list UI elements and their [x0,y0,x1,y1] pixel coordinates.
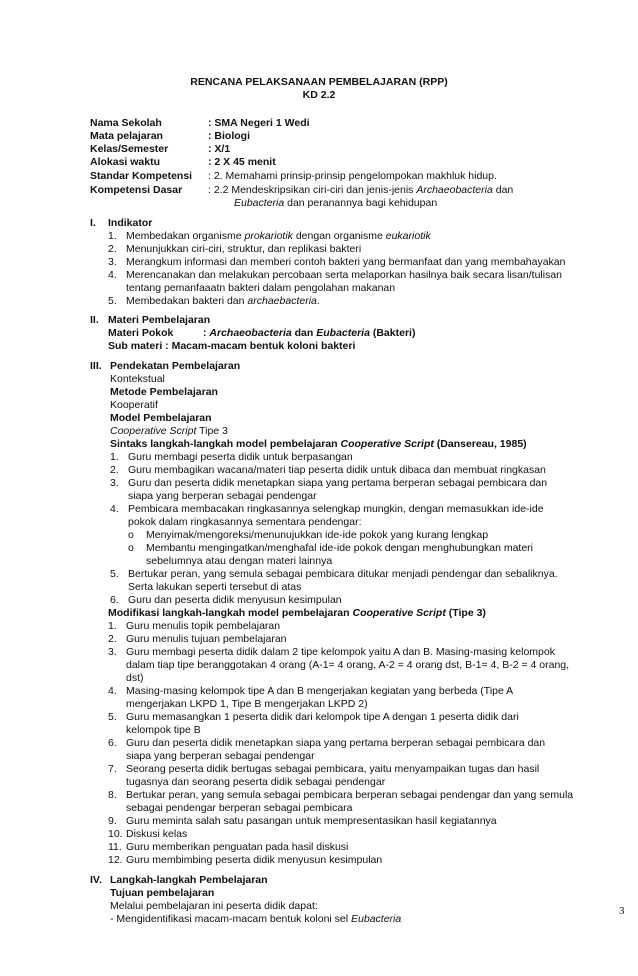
list-item: 1. Guru membagi peserta didik untuk berpasangan [110,451,353,463]
list-item-cont: tentang pemanfaaatn bakteri dalam pengolahan makanan [126,282,396,294]
list-item: 12. Guru membimbing peserta didik menyusun kesimpulan [108,854,383,866]
list-item: 4. Pembicara membacakan ringkasannya selengkap mungkin, dengan memasukkan ide-ide [110,503,544,515]
sintaks-heading: Sintaks langkah-langkah model pembelajaran Cooperative Script (Dansereau, 1985) [110,438,527,450]
list-item: 4. Masing-masing kelompok tipe A dan B mengerjakan kegiatan yang berbeda (Tipe A [108,685,514,697]
identity-label: Kompetensi Dasar [90,184,183,196]
list-item-cont: tugasnya dan seorang peserta didik sebagai pendengar [126,776,386,788]
identity-value: : SMA Negeri 1 Wedi [208,117,310,129]
list-item: 6. Guru dan peserta didik menetapkan siapa yang pertama berperan sebagai pembicara dan [108,737,546,749]
section-number: I. [90,217,96,229]
list-item-cont: dalam tiap tipe beranggotakan 4 orang (A-1= 4 orang, A-2 = 4 orang dst, B-1= 4, B-2 = 4 orang, [126,659,570,671]
list-item: 3. Guru membagi peserta didik dalam 2 tipe kelompok yaitu A dan B. Masing-masing kelompok [108,646,555,658]
identity-value-cont [234,197,437,209]
model-heading: Model Pembelajaran [110,412,212,424]
list-item: 10. Diskusi kelas [108,828,188,840]
identity-label: Kelas/Semester [90,143,169,155]
kd-tail: dan [492,184,514,196]
list-item-cont: mengerjakan LKPD 1, Tipe B mengerjakan LKPD 2) [126,698,368,710]
metode-value: Kooperatif [110,399,158,411]
list-item: 8. Bertukar peran, yang semula sebagai pembicara berperan sebagai pendengar dan yang semula [108,789,574,801]
list-item: 7. Seorang peserta didik bertugas sebagai pembicara, yaitu menyampaikan tugas dan hasil [108,763,540,775]
list-item-cont: Serta lakukan seperti tersebut di atas [128,581,302,593]
list-item: 9. Guru meminta salah satu pasangan untuk mempresentasikan hasil kegiatannya [108,815,497,827]
materi-value: : Archaeobacteria dan Eubacteria (Bakteri) [203,327,416,339]
bullet-item-cont: sebelumnya atau dengan materi lainnya [146,555,333,567]
identity-label: Nama Sekolah [90,117,162,129]
section-heading: Materi Pembelajaran [108,314,211,326]
identity-label: Mata pelajaran [90,130,163,142]
list-item: 3. Merangkum informasi dan memberi contoh bakteri yang bermanfaat dan yang membahayakan [108,256,566,268]
list-item: 3. Guru dan peserta didik menetapkan siapa yang pertama berperan sebagai pembicara dan [110,477,548,489]
bullet-item: o Menyimak/mengoreksi/menunujukkan ide-ide pokok yang kurang lengkap [128,529,489,541]
sub-materi: Sub materi : Macam-macam bentuk koloni bakteri [108,340,356,352]
identity-value [208,184,513,196]
list-item: 1. Membedakan organisme prokariotik dengan organisme eukariotik [108,230,431,242]
list-item: 6. Guru dan peserta didik menyusun kesimpulan [110,594,342,606]
list-item: 2. Guru membagikan wacana/materi tiap peserta didik untuk dibaca dan membuat ringkasan [110,464,546,476]
kd-italic-2: Eubacteria [234,197,285,209]
list-item: 2. Guru menulis tujuan pembelajaran [108,633,287,645]
section-heading: Pendekatan Pembelajaran [110,360,241,372]
list-item: 1. Guru menulis topik pembelajaran [108,620,281,632]
list-item-cont: siapa yang berperan sebagai pendengar [126,750,315,762]
list-item-cont: sebagai pendengar berperan sebagai pembicara [126,802,353,814]
document-title: RENCANA PELAKSANAAN PEMBELAJARAN (RPP) [190,76,448,88]
kd-rest-2: dan peranannya bagi kehidupan [284,197,438,209]
section-heading: Langkah-langkah Pembelajaran [110,874,268,886]
identity-label: Standar Kompetensi [90,170,193,182]
tujuan-intro: Melalui pembelajaran ini peserta didik dapat: [110,900,318,912]
list-item: 2. Menunjukkan ciri-ciri, struktur, dan replikasi bakteri [108,243,362,255]
modifikasi-heading: Modifikasi langkah-langkah model pembelajaran Cooperative Script (Tipe 3) [108,607,486,619]
list-item-cont: pokok dalam ringkasannya sementara pendengar: [128,516,362,528]
list-item-cont: dst) [126,672,144,684]
identity-value: : 2 X 45 menit [208,156,276,168]
list-item-cont: siapa yang berperan sebagai pendengar [128,490,317,502]
document-subtitle: KD 2.2 [302,89,336,101]
section-number: III. [90,360,102,372]
identity-value: : X/1 [208,143,231,155]
identity-value: : Biologi [208,130,250,142]
kd-text: : 2.2 Mendeskripsikan ciri-ciri dan jenis-jenis [208,184,417,196]
pendekatan-value: Kontekstual [110,373,165,385]
list-item: 5. Guru memasangkan 1 peserta didik dari kelompok tipe A dengan 1 peserta didik dari [108,711,519,723]
bullet-item: o Membantu mengingatkan/menghafal ide-ide pokok dengan menghubungkan materi [128,542,534,554]
model-value: Cooperative Script Tipe 3 [110,425,228,437]
section-number: IV. [90,874,102,886]
identity-value: : 2. Memahami prinsip-prinsip pengelompokan makhluk hidup. [208,170,497,182]
metode-heading: Metode Pembelajaran [110,386,218,398]
kd-italic: Archaeobacteria [416,184,493,196]
list-item: 5. Membedakan bakteri dan archaebacteria. [108,295,320,307]
tujuan-item: - Mengidentifikasi macam-macam bentuk koloni sel Eubacteria [110,913,402,925]
materi-label: Materi Pokok [108,327,174,339]
list-item: 4. Merencanakan dan melakukan percobaan serta melaporkan hasilnya baik secara lisan/tulisan [108,269,563,281]
section-number: II. [90,314,99,326]
identity-label: Alokasi waktu [90,156,161,168]
list-item-cont: kelompok tipe B [126,724,201,736]
list-item: 11. Guru memberikan penguatan pada hasil diskusi [108,841,349,853]
list-item: 5. Bertukar peran, yang semula sebagai pembicara ditukar menjadi pendengar dan sebaliknya. [110,568,558,580]
page-number: 3 [619,905,625,917]
section-heading: Indikator [108,217,153,229]
tujuan-heading: Tujuan pembelajaran [110,887,215,899]
